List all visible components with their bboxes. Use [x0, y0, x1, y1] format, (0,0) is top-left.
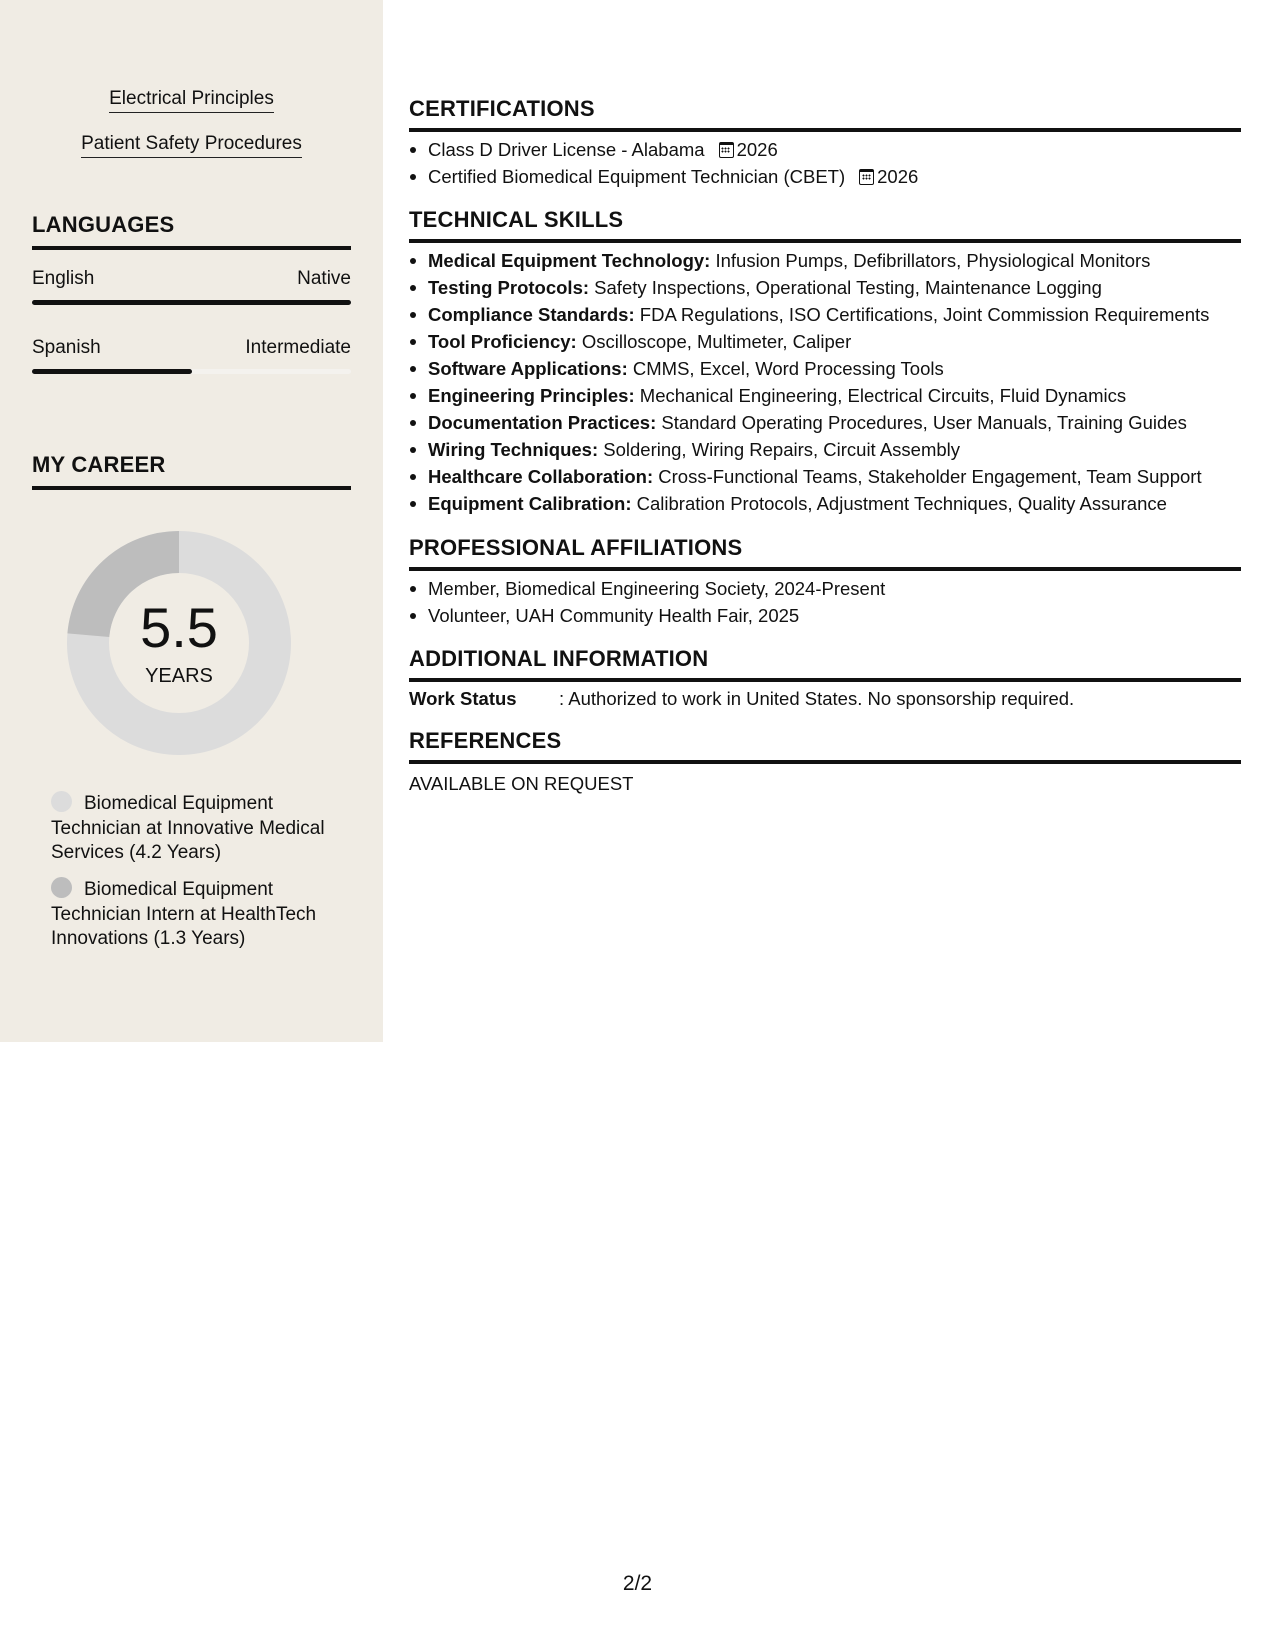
- career-legend-text: Biomedical Equipment Technician Intern at HealthTech Innovations (1.3 Years): [51, 879, 317, 949]
- list-item: Volunteer, UAH Community Health Fair, 2025: [409, 602, 1241, 629]
- list-item: Class D Driver License - Alabama 2026: [409, 136, 1241, 163]
- list-item: Wiring Techniques: Soldering, Wiring Repairs, Circuit Assembly: [409, 436, 1241, 463]
- additional-info-heading: ADDITIONAL INFORMATION: [409, 646, 1241, 682]
- language-bar-fill: [32, 369, 192, 374]
- legend-dot: [51, 877, 72, 898]
- list-item: Medical Equipment Technology: Infusion Pumps, Defibrillators, Physiological Monitors: [409, 247, 1241, 274]
- calendar-icon: [719, 142, 734, 158]
- languages-heading: LANGUAGES: [32, 212, 351, 250]
- list-item: Testing Protocols: Safety Inspections, Operational Testing, Maintenance Logging: [409, 274, 1241, 301]
- list-item: Software Applications: CMMS, Excel, Word Processing Tools: [409, 355, 1241, 382]
- career-legend-text: Biomedical Equipment Technician at Innovative Medical Services (4.2 Years): [51, 793, 325, 863]
- career-legend-item: [51, 877, 341, 952]
- list-item: Tool Proficiency: Oscilloscope, Multimeter, Caliper: [409, 328, 1241, 355]
- references-text: AVAILABLE ON REQUEST: [409, 773, 634, 794]
- language-bar-fill: [32, 300, 351, 305]
- skill-item-patient-safety: Patient Safety Procedures: [0, 133, 383, 155]
- career-legend-item: [51, 791, 341, 866]
- certifications-list: [409, 136, 1241, 190]
- affiliations-list: [409, 575, 1241, 629]
- work-status-label: Work Status: [409, 688, 517, 709]
- skill-item-electrical-principles: Electrical Principles: [0, 88, 383, 110]
- legend-dot: [51, 791, 72, 812]
- list-item: Compliance Standards: FDA Regulations, ISO Certifications, Joint Commission Requirements: [409, 301, 1241, 328]
- page-number: 2/2: [622, 1572, 653, 1595]
- work-status-value: : Authorized to work in United States. No sponsorship required.: [559, 688, 1075, 709]
- references-heading: REFERENCES: [409, 728, 1241, 764]
- language-name: Spanish: [32, 337, 101, 358]
- language-name: English: [32, 268, 95, 289]
- language-level: Native: [297, 268, 351, 289]
- language-row-english: [32, 268, 351, 290]
- list-item: Engineering Principles: Mechanical Engineering, Electrical Circuits, Fluid Dynamics: [409, 382, 1241, 409]
- career-heading: MY CAREER: [32, 452, 351, 490]
- language-level: Intermediate: [245, 337, 351, 358]
- career-years-label: YEARS: [145, 665, 213, 687]
- language-bar-english: [32, 300, 351, 305]
- list-item: Documentation Practices: Standard Operating Procedures, User Manuals, Training Guides: [409, 409, 1241, 436]
- technical-skills-list: [409, 247, 1241, 517]
- work-status-row: [409, 688, 1241, 710]
- list-item: Certified Biomedical Equipment Technician (CBET) 2026: [409, 163, 1241, 190]
- affiliations-heading: PROFESSIONAL AFFILIATIONS: [409, 535, 1241, 571]
- technical-skills-heading: TECHNICAL SKILLS: [409, 207, 1241, 243]
- list-item: Equipment Calibration: Calibration Protocols, Adjustment Techniques, Quality Assurance: [409, 490, 1241, 517]
- language-bar-spanish: [32, 369, 351, 374]
- certifications-heading: CERTIFICATIONS: [409, 96, 1241, 132]
- language-row-spanish: [32, 337, 351, 359]
- career-total-years: 5.5: [140, 596, 218, 659]
- list-item: Member, Biomedical Engineering Society, 2024-Present: [409, 575, 1241, 602]
- calendar-icon: [859, 169, 874, 185]
- list-item: Healthcare Collaboration: Cross-Functional Teams, Stakeholder Engagement, Team Support: [409, 463, 1241, 490]
